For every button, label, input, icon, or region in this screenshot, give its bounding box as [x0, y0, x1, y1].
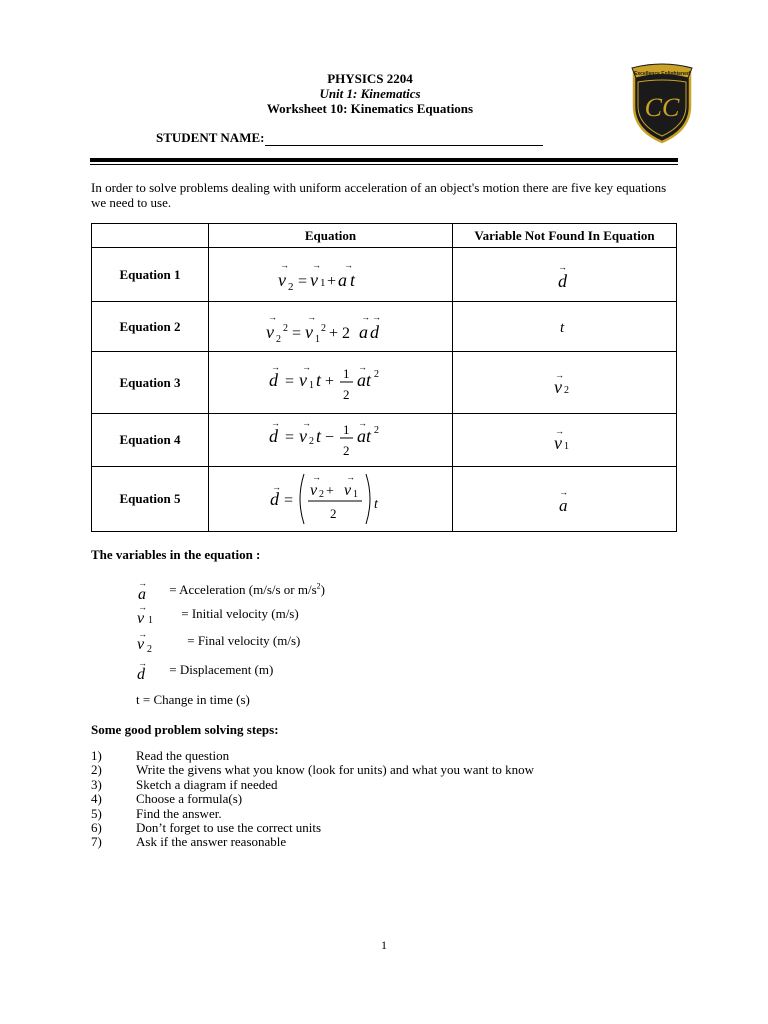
svg-text:→: →: [345, 472, 355, 482]
student-name-row: [156, 130, 543, 146]
svg-text:→: →: [301, 418, 311, 428]
formula-equation-5: [266, 468, 396, 530]
formula-equation-4: [261, 415, 401, 465]
unit-title: Unit 1: Kinematics: [319, 86, 421, 101]
equation-name: Equation 2: [92, 302, 209, 352]
svg-text:→: →: [138, 578, 147, 588]
crest-letters: CC: [644, 93, 680, 122]
svg-text:d: d: [268, 426, 278, 446]
variable-description: = Acceleration (m/s/s or m/s: [169, 581, 317, 597]
svg-text:2: 2: [342, 443, 349, 458]
svg-text:→: →: [371, 311, 381, 322]
svg-text:−: −: [324, 429, 334, 446]
worksheet-title: Worksheet 10: Kinematics Equations: [266, 101, 474, 116]
svg-text:→: →: [270, 361, 280, 372]
svg-text:t: t: [373, 497, 378, 512]
svg-text:t: t: [349, 269, 355, 290]
svg-text:2: 2: [318, 489, 324, 500]
svg-text:a: a: [138, 586, 146, 602]
table-row: [92, 414, 677, 467]
svg-text:1: 1: [148, 615, 153, 626]
svg-text:t: t: [559, 319, 564, 336]
missing-variable: [453, 414, 677, 467]
equation-formula: [209, 352, 453, 414]
svg-text:2: 2: [275, 333, 281, 345]
table-row: [92, 248, 677, 302]
svg-text:1: 1: [314, 333, 320, 345]
svg-text:1: 1: [308, 379, 314, 391]
school-crest-logo: [630, 62, 694, 144]
equation-name: Equation 5: [92, 467, 209, 532]
variable-row-acceleration: → a = Acceleration (m/s/s or $m/s^2$): [138, 578, 326, 602]
equation-name: Equation 3: [92, 352, 209, 414]
variable-description: = Displacement (m): [169, 661, 274, 677]
svg-text:→: →: [554, 369, 564, 380]
svg-text:2: 2: [308, 436, 314, 447]
variable-row-initial-velocity: [136, 600, 299, 626]
svg-text:→: →: [554, 426, 564, 436]
svg-text:v: v: [298, 369, 307, 390]
svg-text:→: →: [311, 259, 321, 270]
svg-text:2: 2: [320, 322, 326, 334]
svg-text:→: →: [301, 361, 311, 372]
svg-text:=: =: [291, 324, 301, 342]
missing-variable-t: [550, 312, 580, 342]
missing-variable: [453, 302, 677, 352]
svg-text:→: →: [311, 472, 321, 482]
svg-text:d: d: [268, 369, 278, 390]
svg-text:v: v: [277, 269, 286, 290]
header-cell-missing-variable: Variable Not Found In Equation: [453, 224, 677, 248]
svg-text:+: +: [324, 372, 334, 390]
svg-text:→: →: [138, 602, 147, 612]
svg-text:1: 1: [319, 276, 325, 289]
document-header: [0, 71, 740, 116]
missing-variable: [453, 352, 677, 414]
svg-text:→: →: [557, 261, 567, 272]
svg-text:=: =: [284, 372, 294, 390]
svg-text:1: 1: [342, 365, 349, 381]
svg-text:v: v: [553, 433, 562, 453]
svg-text:a: a: [358, 321, 368, 342]
variable-row-final-velocity: [136, 627, 300, 653]
course-title: PHYSICS 2204: [327, 71, 413, 86]
svg-text:d: d: [269, 489, 279, 509]
svg-text:v: v: [265, 321, 274, 342]
svg-text:1: 1: [352, 489, 358, 500]
student-name-blank[interactable]: [265, 132, 543, 146]
svg-text:+: +: [325, 484, 334, 499]
time-variable-description: t = Change in time (s): [136, 692, 250, 707]
svg-text:→: →: [138, 629, 147, 639]
variables-title: The variables in the equation :: [91, 547, 261, 562]
table-row: [92, 352, 677, 414]
equations-table: [91, 223, 677, 532]
variable-row-displacement: [136, 656, 273, 682]
svg-text:v: v: [309, 269, 318, 290]
svg-text:2: 2: [342, 386, 349, 402]
svg-text:v: v: [343, 482, 351, 499]
svg-text:d: d: [369, 321, 379, 342]
svg-text:2: 2: [282, 322, 288, 334]
student-name-label: STUDENT NAME:: [156, 130, 265, 145]
table-header-row: [92, 224, 677, 248]
svg-text:→: →: [360, 311, 370, 322]
list-item: 7) Ask if the answer reasonable: [91, 834, 287, 850]
header-divider-thin: [90, 164, 678, 165]
svg-text:→: →: [343, 259, 353, 270]
svg-text:v: v: [309, 482, 317, 499]
svg-text:2: 2: [373, 368, 379, 380]
svg-text:2: 2: [329, 506, 336, 521]
svg-text:v: v: [553, 376, 562, 397]
formula-equation-1: [266, 255, 396, 295]
svg-text:→: →: [357, 418, 367, 428]
missing-variable: [453, 467, 677, 532]
svg-text:=: =: [283, 492, 293, 509]
symbol-v2: [136, 627, 184, 653]
missing-variable-d: [550, 257, 580, 293]
missing-variable-a: [550, 481, 580, 517]
steps-title: Some good problem solving steps:: [91, 722, 279, 737]
svg-text:→: →: [357, 361, 367, 372]
svg-text:→: →: [270, 418, 280, 428]
problem-solving-steps-list: [91, 749, 534, 850]
equation-formula: [209, 414, 453, 467]
svg-text:1: 1: [563, 441, 569, 452]
equation-formula: [209, 302, 453, 352]
svg-text:t: t: [315, 426, 321, 446]
svg-text:→: →: [271, 482, 281, 492]
page-number: 1: [381, 938, 387, 952]
svg-text:→: →: [267, 311, 277, 322]
list-item: 3) Sketch a diagram if needed: [91, 776, 278, 792]
svg-text:+ 2: + 2: [328, 324, 350, 342]
symbol-v1: [136, 600, 178, 626]
svg-text:1: 1: [342, 422, 349, 437]
table-row: [92, 467, 677, 532]
svg-text:at: at: [356, 426, 371, 446]
header-divider-thick: [90, 158, 678, 162]
list-item: 2) Write the givens what you know (look for units) and what you want to know: [91, 762, 535, 778]
equation-name: Equation 1: [92, 248, 209, 302]
svg-text:2: 2: [147, 644, 152, 653]
svg-text:2: 2: [373, 425, 379, 436]
equation-name: Equation 4: [92, 414, 209, 467]
symbol-d: [136, 656, 166, 682]
svg-text:→: →: [279, 259, 289, 270]
svg-text:v: v: [137, 636, 145, 653]
missing-variable-v2: [548, 365, 582, 401]
crest-motto: Excellence Enlightened: [634, 71, 690, 77]
list-item: 4) Choose a formula(s): [91, 791, 243, 807]
svg-text:at: at: [356, 369, 371, 390]
list-item: 1) Read the question: [91, 748, 230, 763]
header-cell-blank: [92, 224, 209, 248]
equation-formula: [209, 248, 453, 302]
list-item: 6) Don’t forget to use the correct units: [91, 820, 322, 836]
svg-text:t: t: [315, 369, 321, 390]
svg-text:v: v: [137, 610, 145, 626]
formula-equation-2: [261, 307, 401, 347]
list-item: 5) Find the answer.: [91, 805, 222, 821]
formula-equation-3: [261, 355, 401, 411]
svg-text:v: v: [298, 426, 307, 446]
svg-text:→: →: [558, 487, 568, 497]
svg-text:v: v: [304, 321, 313, 342]
svg-text:=: =: [284, 429, 294, 446]
svg-text:d: d: [137, 666, 145, 682]
intro-paragraph: In order to solve problems dealing with uniform acceleration of an object's motion there are five key equations we need to use.: [91, 180, 667, 210]
header-cell-equation: Equation: [209, 224, 453, 248]
svg-text:→: →: [306, 311, 316, 322]
equation-formula: [209, 467, 453, 532]
svg-text:=: =: [297, 272, 307, 290]
svg-text:a: a: [558, 496, 567, 515]
missing-variable-v1: [548, 422, 582, 458]
svg-text:→: →: [138, 658, 147, 668]
svg-text:2: 2: [287, 280, 293, 293]
svg-text:d: d: [557, 270, 567, 291]
table-row: [92, 302, 677, 352]
variable-description: = Final velocity (m/s): [187, 632, 301, 648]
svg-text:+: +: [326, 272, 336, 290]
svg-text:a: a: [337, 269, 347, 290]
missing-variable: [453, 248, 677, 302]
symbol-a: [136, 576, 166, 602]
svg-text:2: 2: [563, 384, 569, 396]
variable-description: = Initial velocity (m/s): [181, 605, 299, 621]
